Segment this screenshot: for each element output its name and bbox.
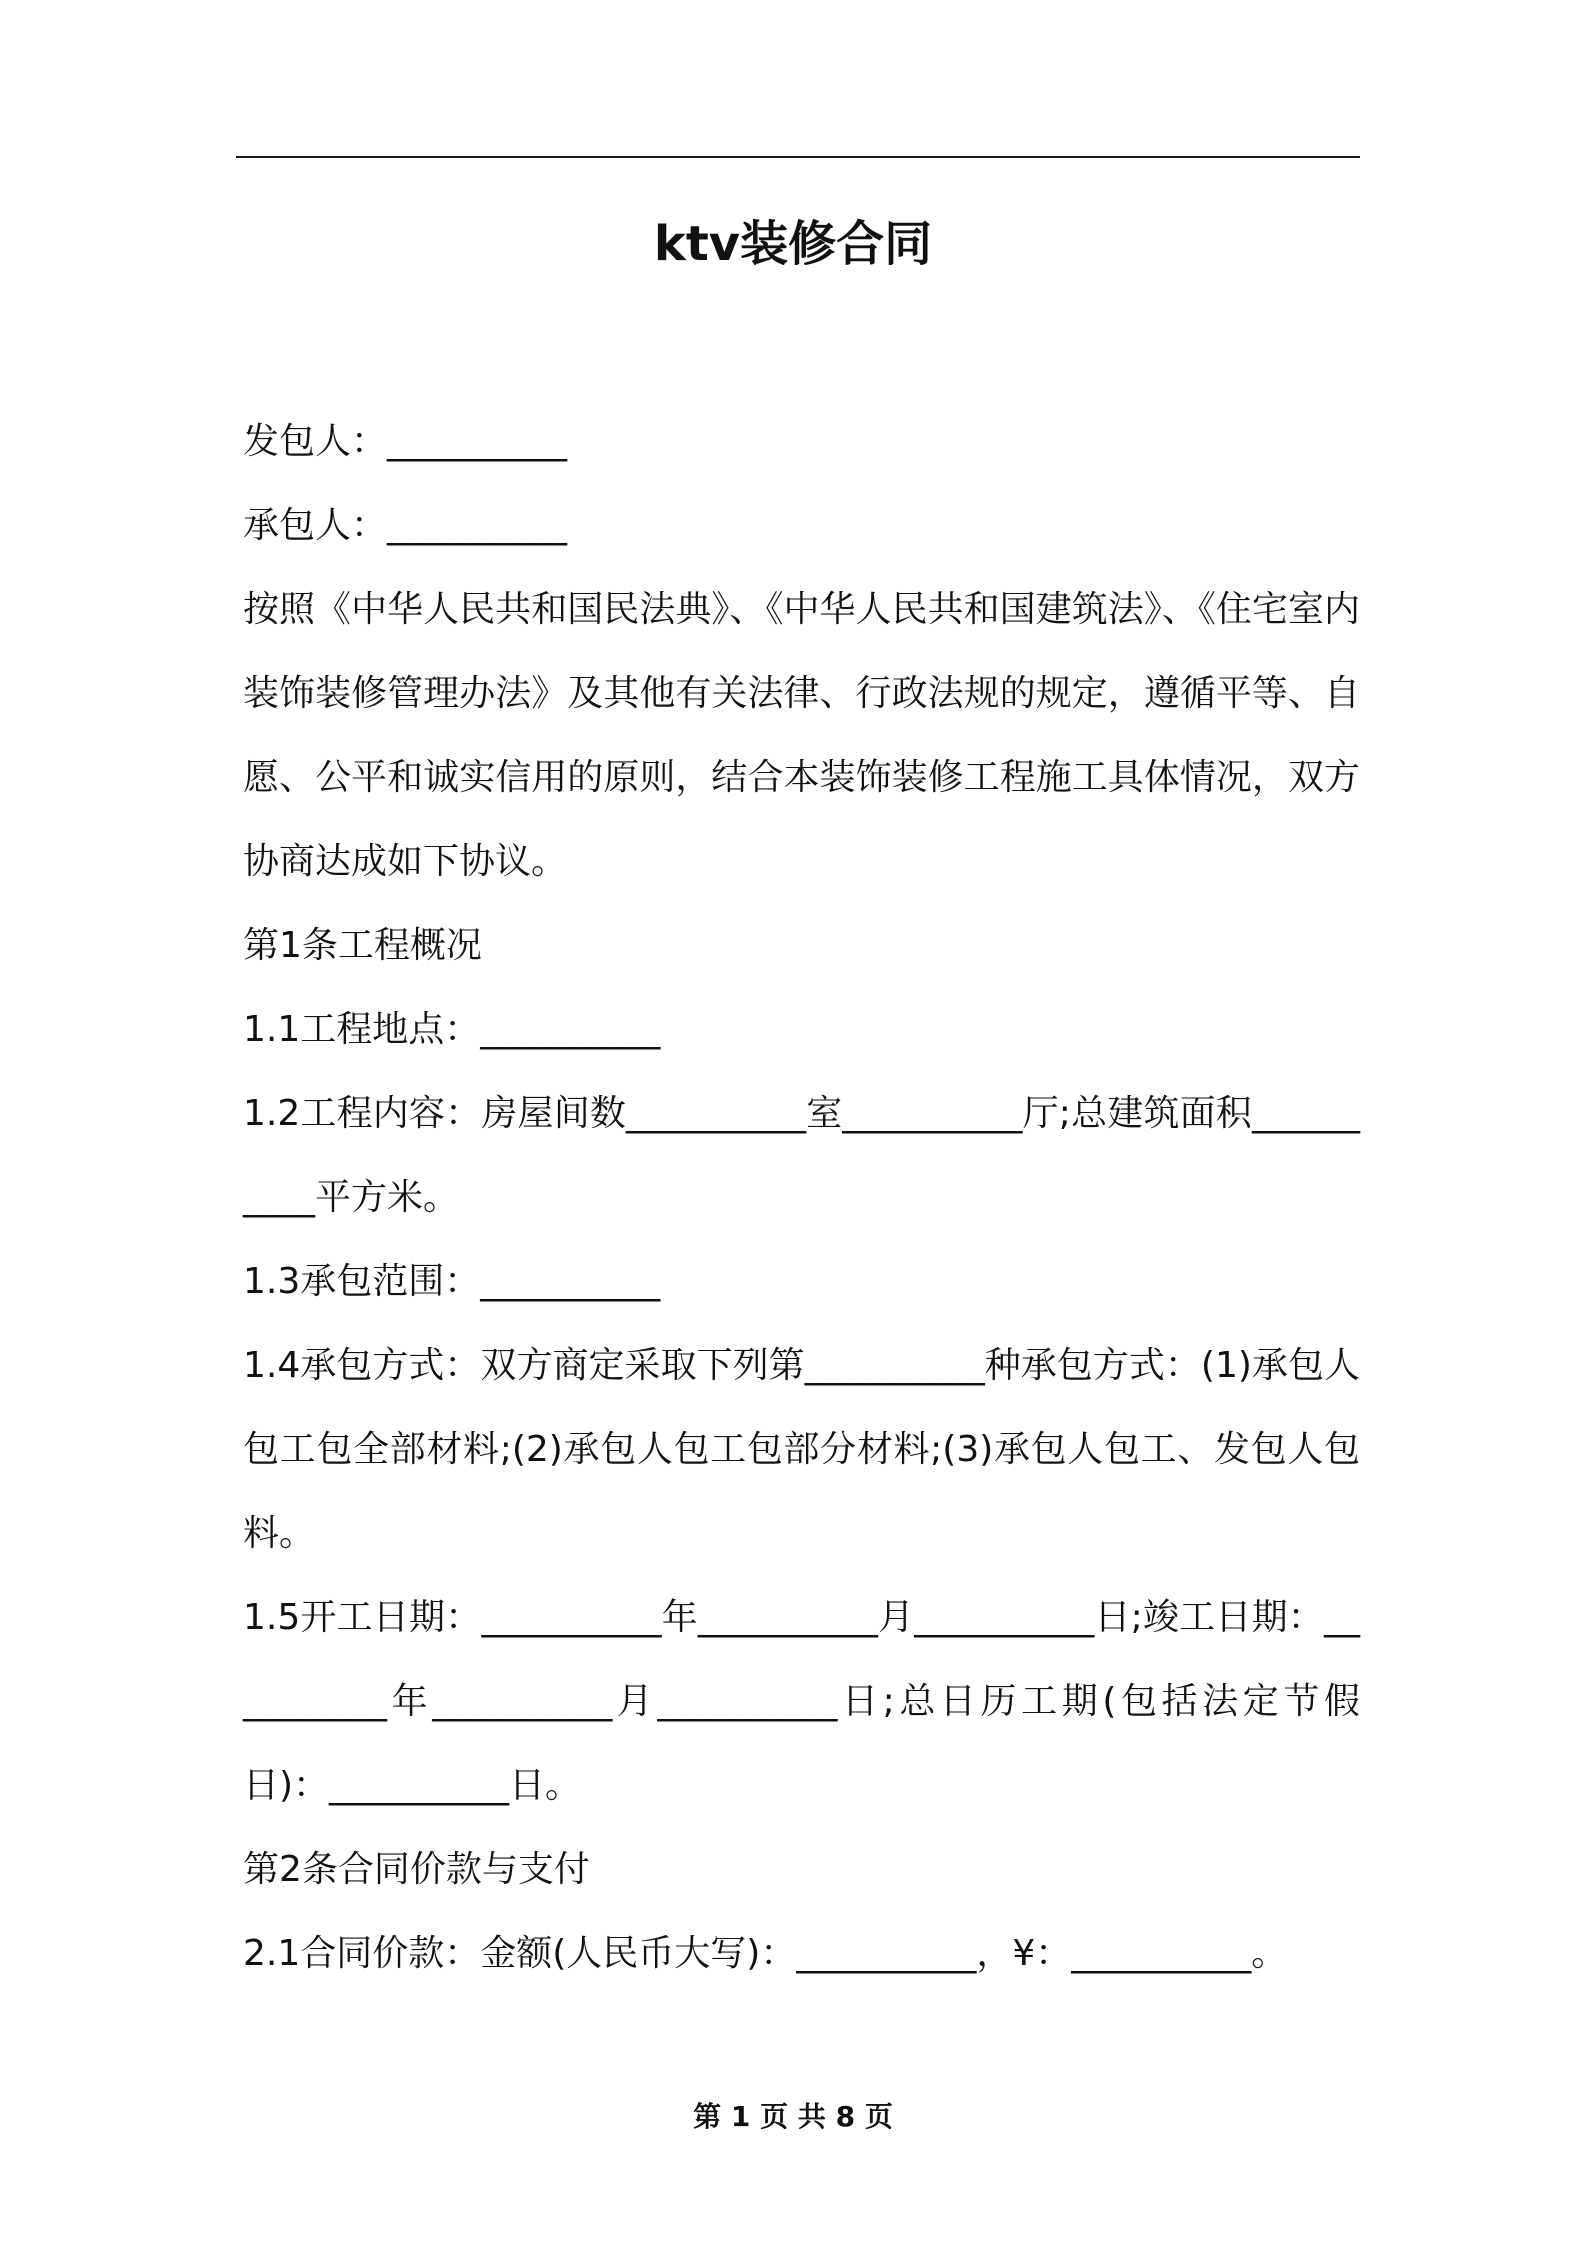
page-number-footer: 第 1 页 共 8 页 [693, 2100, 893, 2133]
clause-1-4: 1.4承包方式：双方商定采取下列第__________种承包方式：(1)承包人包工包全部材料;(2)承包人包工包部分材料;(3)承包人包工、发包人包料。 [243, 1345, 1360, 1554]
document-title: ktv装修合同 [653, 216, 933, 272]
document-body [243, 400, 1360, 1996]
heading-article-2: 第2条合同价款与支付 [243, 1849, 590, 1890]
clause-1-2: 1.2工程内容：房屋间数__________室__________厅;总建筑面积__________平方米。 [243, 1093, 1360, 1218]
clause-2-1: 2.1合同价款：金额(人民币大写)：__________，¥：__________。 [243, 1933, 1288, 1974]
header-rule [236, 156, 1360, 158]
paragraph-preamble: 按照《中华人民共和国民法典》、《中华人民共和国建筑法》、《住宅室内装饰装修管理办法》及其他有关法律、行政法规的规定，遵循平等、自愿、公平和诚实信用的原则，结合本装饰装修工程施工具体情况，双方协商达成如下协议。 [243, 589, 1360, 882]
paragraph-contractor: 承包人：__________ [243, 505, 568, 546]
heading-article-1: 第1条工程概况 [243, 925, 482, 966]
clause-1-1: 1.1工程地点：__________ [243, 1009, 661, 1050]
clause-1-5: 1.5开工日期：__________年__________月__________日;竣工日期：__________年__________月__________日;总日历工期(包括法定节假日)：__________日。 [243, 1597, 1360, 1806]
clause-1-3: 1.3承包范围：__________ [243, 1261, 661, 1302]
paragraph-employer: 发包人：__________ [243, 421, 568, 462]
